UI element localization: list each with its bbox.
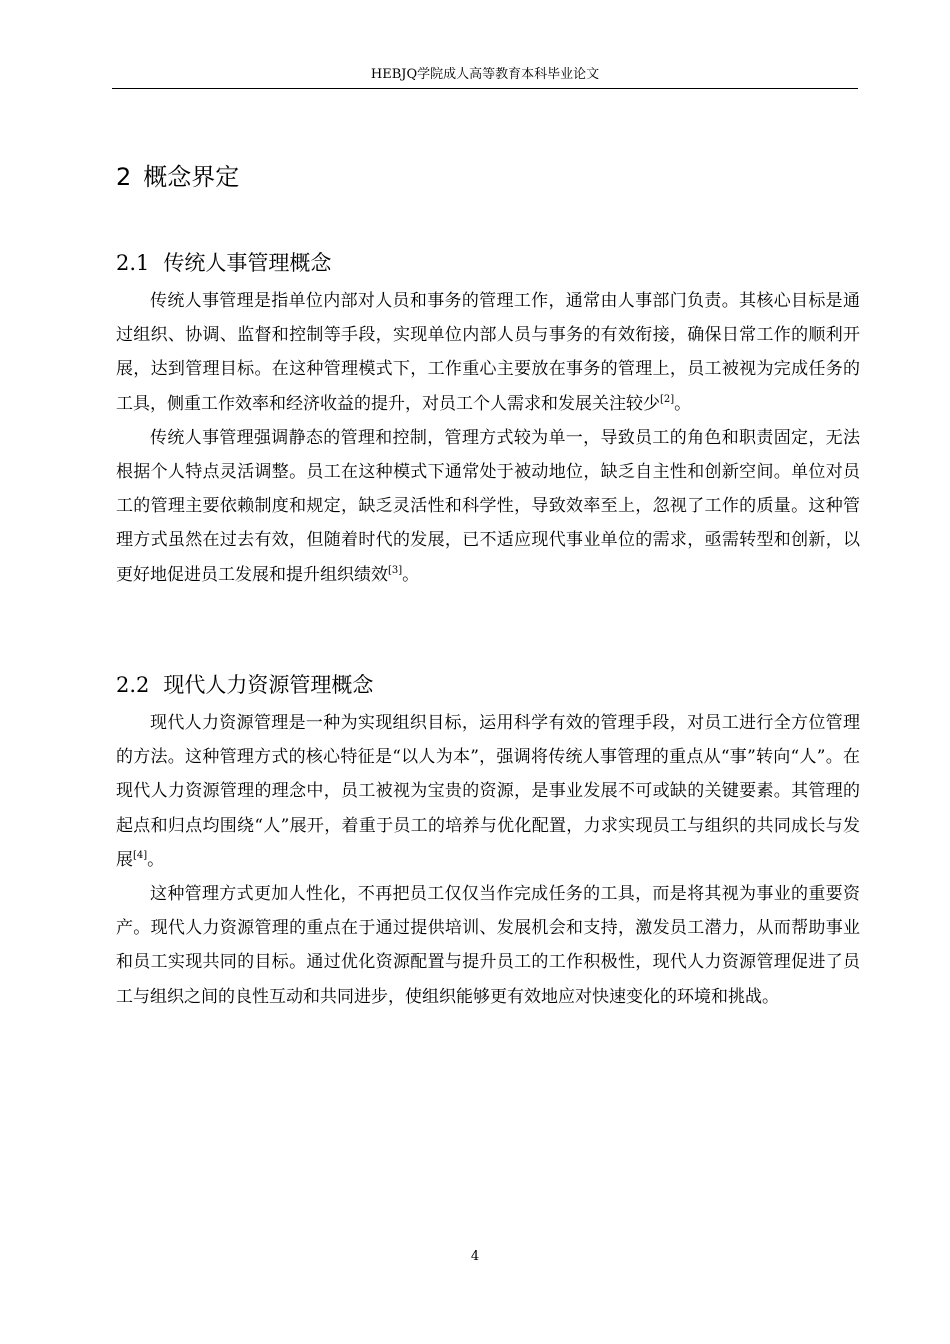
paragraph bbox=[116, 421, 860, 592]
citation-ref: [3] bbox=[388, 564, 403, 576]
section-title-text: 传统人事管理概念 bbox=[163, 251, 332, 275]
citation-ref: [2] bbox=[660, 393, 675, 405]
section-number: 2.2 bbox=[116, 673, 150, 697]
chapter-title bbox=[116, 160, 239, 194]
page-number: 4 bbox=[470, 1249, 480, 1264]
header-rule bbox=[112, 88, 858, 89]
paragraph-text: 这种管理方式更加人性化，不再把员工仅仅当作完成任务的工具，而是将其视为事业的重要资产。现代人力资源管理的重点在于通过提供培训、发展机会和支持，激发员工潜力，从而帮助事业和员工实现共同的目标。通过优化资源配置与提升员工的工作积极性，现代人力资源管理促进了员工与组织之间的良性互动和共同进步，使组织能够更有效地应对快速变化的环境和挑战。 bbox=[116, 884, 860, 1007]
chapter-title-text: 概念界定 bbox=[143, 163, 240, 191]
paragraph-end: 。 bbox=[147, 849, 165, 870]
section-title bbox=[116, 248, 860, 278]
paragraph-end: 。 bbox=[674, 393, 692, 414]
page-header: HEBJQ学院成人高等教育本科毕业论文 bbox=[370, 67, 600, 82]
citation-ref: [4] bbox=[133, 849, 148, 861]
section-2-1 bbox=[116, 248, 860, 592]
section-2-2 bbox=[116, 670, 860, 1014]
section-title bbox=[116, 670, 860, 700]
chapter-number: 2 bbox=[116, 163, 132, 191]
section-title-text: 现代人力资源管理概念 bbox=[163, 673, 374, 697]
paragraph bbox=[116, 284, 860, 421]
paragraph-text: 传统人事管理是指单位内部对人员和事务的管理工作，通常由人事部门负责。其核心目标是通过组织、协调、监督和控制等手段，实现单位内部人员与事务的有效衔接，确保日常工作的顺利开展，达到管理目标。在这种管理模式下，工作重心主要放在事务的管理上，员工被视为完成任务的工具，侧重工作效率和经济收益的提升，对员工个人需求和发展关注较少 bbox=[116, 291, 860, 414]
paragraph-end: 。 bbox=[402, 564, 420, 585]
paragraph-text: 传统人事管理强调静态的管理和控制，管理方式较为单一，导致员工的角色和职责固定，无法根据个人特点灵活调整。员工在这种模式下通常处于被动地位，缺乏自主性和创新空间。单位对员工的管理主要依赖制度和规定，缺乏灵活性和科学性，导致效率至上，忽视了工作的质量。这种管理方式虽然在过去有效，但随着时代的发展，已不适应现代事业单位的需求，亟需转型和创新，以更好地促进员工发展和提升组织绩效 bbox=[116, 427, 860, 585]
section-number: 2.1 bbox=[116, 251, 150, 275]
paragraph bbox=[116, 706, 860, 877]
paragraph bbox=[116, 877, 860, 1014]
paragraph-text: 现代人力资源管理是一种为实现组织目标，运用科学有效的管理手段，对员工进行全方位管理的方法。这种管理方式的核心特征是“以人为本”，强调将传统人事管理的重点从“事”转向“人”。在现代人力资源管理的理念中，员工被视为宝贵的资源，是事业发展不可或缺的关键要素。其管理的起点和归点均围绕“人”展开，着重于员工的培养与优化配置，力求实现员工与组织的共同成长与发展 bbox=[116, 713, 860, 870]
